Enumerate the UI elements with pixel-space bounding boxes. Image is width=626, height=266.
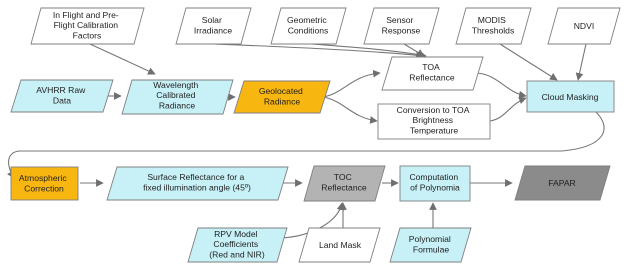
node-toa-reflectance: [382, 57, 483, 90]
arrow-geolocated-to-toa-reflectance: [323, 73, 380, 97]
node-solar-irradiance: [176, 8, 251, 44]
node-label: Land Mask: [318, 240, 362, 250]
node-modis-thresholds: [456, 8, 531, 44]
node-fapar: [515, 166, 610, 200]
node-label: Computation of Polynomia: [409, 172, 460, 193]
node-label: Solar Irradiance: [193, 15, 233, 36]
node-label: Geolocated Radiance: [258, 86, 303, 107]
node-atmospheric-correction: [11, 167, 78, 200]
node-computation-of-polynomia: [400, 166, 470, 201]
node-label: Surface Reflectance for a fixed illumination angle (45º): [143, 172, 251, 193]
node-sensor-response: [364, 8, 439, 44]
arrow-brightness-to-cloud-masking: [490, 98, 526, 121]
node-label: TOA Reflectance: [409, 62, 455, 83]
node-label: Atmospheric Correction: [18, 173, 67, 194]
node-label: FAPAR: [548, 178, 576, 188]
node-land-mask: [299, 228, 380, 262]
node-geolocated-radiance: [234, 81, 330, 113]
node-label: Conversion to TOA Brightness Temperature: [396, 105, 469, 136]
arrow-ndvi-to-cloud-masking: [578, 44, 586, 80]
flowchart-nodes: [11, 8, 620, 262]
node-geometric-conditions: [271, 8, 346, 44]
node-ndvi: [548, 8, 620, 44]
node-wavelength-calibrated-radiance: [122, 80, 233, 114]
node-calibration-factors: [31, 8, 144, 44]
node-label: NDVI: [573, 21, 595, 31]
node-label: In Flight and Pre- Flight Calibration Factors: [52, 10, 119, 41]
node-toa-brightness-temperature: [378, 104, 490, 139]
arrow-solar-to-toa: [214, 44, 423, 56]
node-label: Geometric Conditions: [286, 15, 329, 36]
arrow-cloud-masking-to-atmospheric-correction: [9, 112, 604, 178]
arrow-modis-to-cloud-masking: [500, 44, 557, 80]
node-avhrr-raw-data: [11, 80, 113, 112]
node-label: Sensor Response: [381, 15, 421, 36]
arrow-calibration-to-wavelength: [90, 44, 155, 74]
node-label: TOC Reflectance: [321, 172, 367, 193]
node-label: Wavelength Calibrated Radiance: [153, 80, 199, 111]
node-label: AVHRR Raw Data: [36, 85, 86, 106]
node-label: Polynomial Formulae: [408, 234, 451, 255]
node-surface-reflectance: [107, 167, 288, 200]
node-label: RPV Model Coefficients (Red and NIR): [209, 229, 265, 260]
node-label: MODIS Thresholds: [471, 15, 515, 36]
arrow-toa-reflectance-to-cloud-masking: [476, 73, 526, 96]
node-toc-reflectance: [304, 166, 385, 201]
node-polynomial-formulae: [390, 228, 471, 262]
connector-arrows: [9, 44, 604, 238]
node-cloud-masking: [527, 81, 614, 112]
node-rpv-model-coefficients: [188, 228, 287, 262]
arrow-geolocated-to-brightness-temperature: [323, 97, 377, 121]
node-label: Cloud Masking: [541, 92, 599, 102]
